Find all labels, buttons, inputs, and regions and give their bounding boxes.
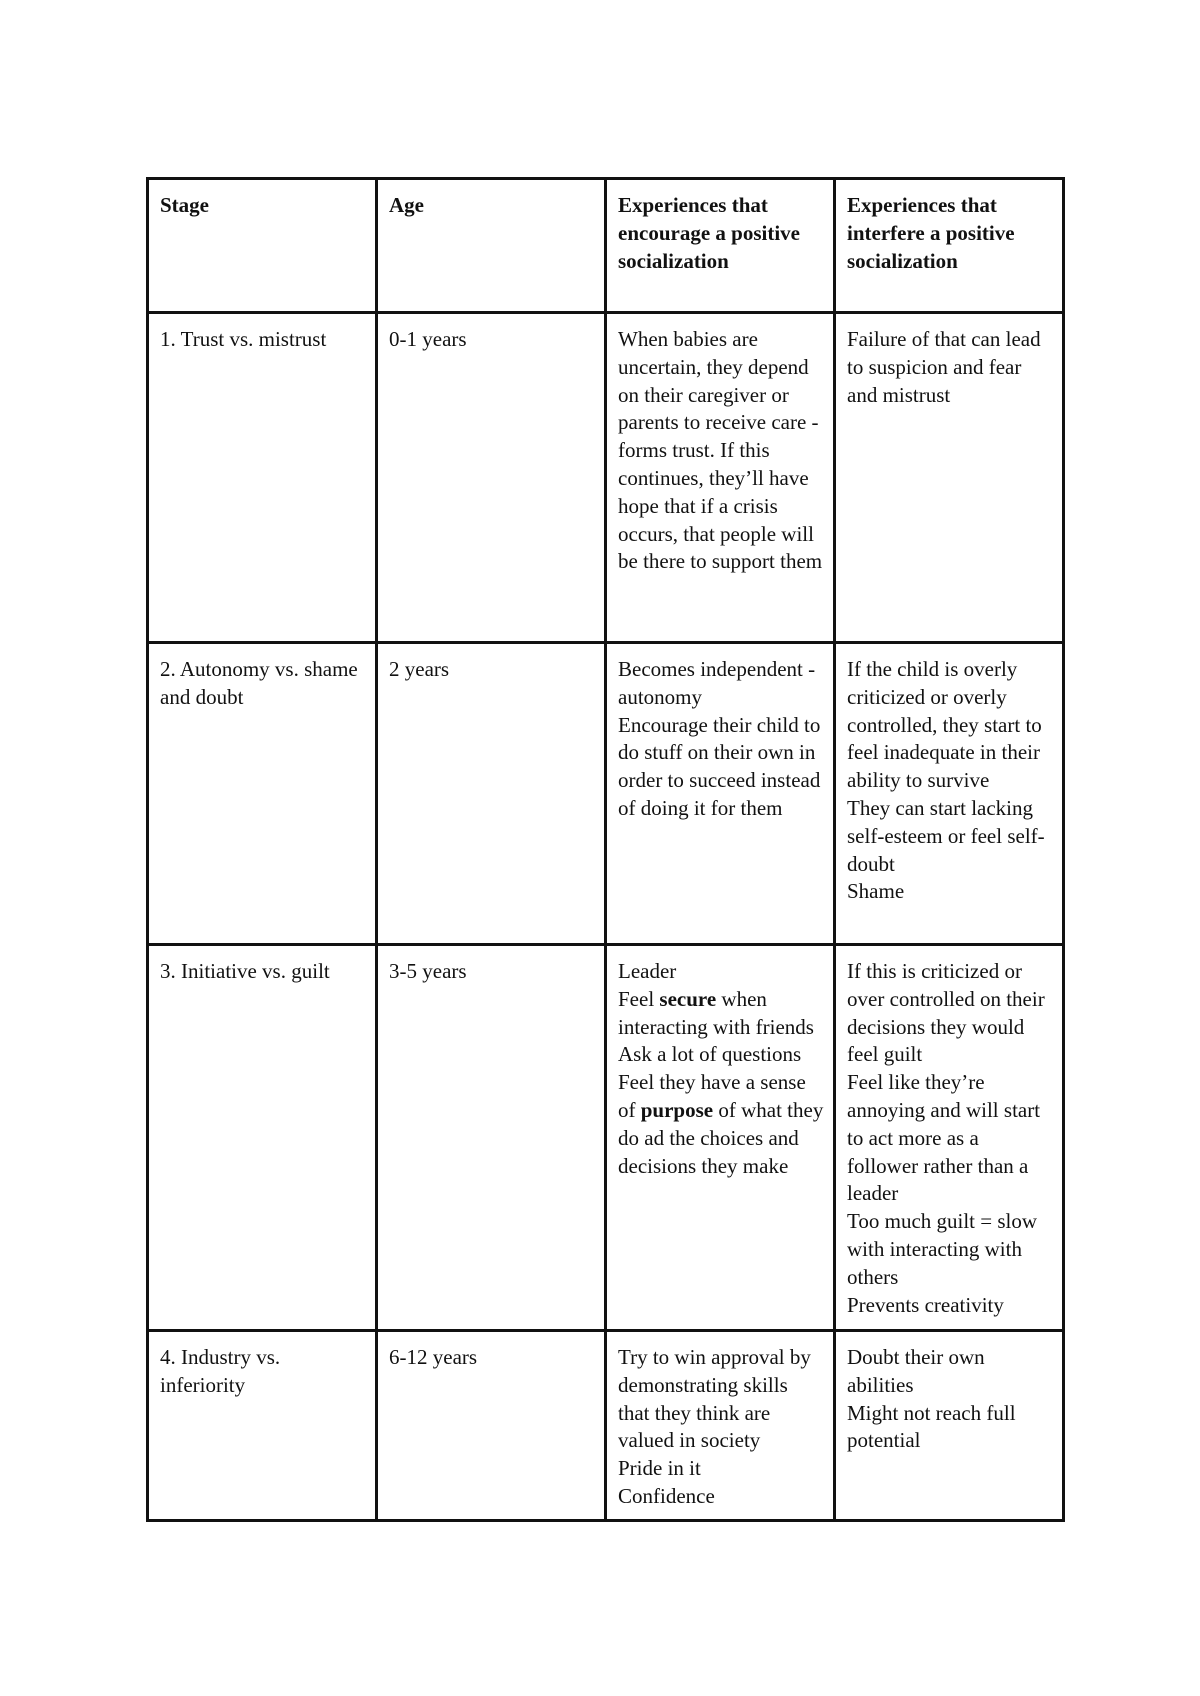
header-encourage: Experiences that encourage a positive socialization bbox=[606, 179, 835, 313]
table-row bbox=[148, 313, 1064, 643]
cell-line bbox=[847, 1069, 1053, 1208]
cell-text: When babies are uncertain, they depend on their caregiver or parents to receive care - forms trust. If this continues, they’ll have hope that if a crisis occurs, that people will be there to support them bbox=[618, 327, 824, 574]
cell-text: Becomes independent - autonomy bbox=[618, 657, 821, 709]
erikson-stages-table bbox=[146, 177, 1065, 1522]
interfere-cell bbox=[835, 643, 1064, 945]
cell-text: of what they do ad the choices and decisions they make bbox=[618, 1097, 829, 1178]
cell-text: Feel like they’re annoying and will start to act more as a follower rather than a leader bbox=[847, 1070, 1046, 1206]
cell-text: Pride in it bbox=[618, 1456, 701, 1481]
age-cell: 6-12 years bbox=[377, 1331, 606, 1521]
encourage-cell bbox=[606, 1331, 835, 1521]
cell-line bbox=[618, 986, 824, 1042]
cell-line bbox=[618, 1041, 824, 1069]
interfere-cell bbox=[835, 945, 1064, 1331]
emphasis-text: purpose bbox=[640, 1097, 714, 1122]
cell-text: Might not reach full potential bbox=[847, 1400, 1021, 1453]
cell-text: Ask a lot of questions bbox=[618, 1042, 802, 1067]
header-stage: Stage bbox=[148, 179, 377, 313]
interfere-cell bbox=[835, 313, 1064, 643]
cell-text: If this is criticized or over controlled on their decisions they would feel guilt bbox=[847, 959, 1050, 1067]
cell-line bbox=[847, 878, 1053, 906]
cell-text: Confidence bbox=[618, 1483, 715, 1508]
cell-text: If the child is overly criticized or overly controlled, they start to feel inadequate in their ability to survive bbox=[847, 657, 1048, 793]
table-row bbox=[148, 1331, 1064, 1521]
cell-text: Feel bbox=[618, 986, 660, 1011]
cell-line bbox=[847, 1292, 1053, 1320]
stage-cell: 3. Initiative vs. guilt bbox=[148, 945, 377, 1331]
encourage-cell bbox=[606, 945, 835, 1331]
header-row bbox=[148, 179, 1064, 313]
stage-cell: 4. Industry vs. inferiority bbox=[148, 1331, 377, 1521]
cell-text: Feel they have a sense of bbox=[618, 1070, 812, 1122]
table-row bbox=[148, 945, 1064, 1331]
cell-line bbox=[847, 1400, 1053, 1456]
cell-text: Shame bbox=[847, 879, 905, 904]
cell-text: Encourage their child to do stuff on their own in order to succeed instead of doing it for them bbox=[618, 712, 826, 820]
cell-line bbox=[618, 326, 824, 576]
cell-text: Try to win approval by demonstrating skills that they think are valued in society bbox=[618, 1345, 817, 1453]
encourage-cell bbox=[606, 313, 835, 643]
age-cell: 2 years bbox=[377, 643, 606, 945]
table-row bbox=[148, 643, 1064, 945]
cell-line bbox=[847, 1208, 1053, 1291]
interfere-cell bbox=[835, 1331, 1064, 1521]
cell-text: Too much guilt = slow with interacting with others bbox=[847, 1209, 1043, 1289]
cell-line bbox=[618, 712, 824, 823]
stage-cell: 2. Autonomy vs. shame and doubt bbox=[148, 643, 377, 945]
stage-cell: 1. Trust vs. mistrust bbox=[148, 313, 377, 643]
age-cell: 3-5 years bbox=[377, 945, 606, 1331]
cell-line bbox=[618, 1344, 824, 1455]
cell-line bbox=[618, 656, 824, 712]
emphasis-text: secure bbox=[659, 986, 717, 1011]
cell-line bbox=[847, 795, 1053, 878]
cell-line bbox=[618, 1455, 824, 1483]
cell-line bbox=[847, 656, 1053, 795]
cell-text: Prevents creativity bbox=[847, 1292, 1004, 1317]
cell-text: Leader bbox=[618, 959, 677, 983]
encourage-cell bbox=[606, 643, 835, 945]
header-age: Age bbox=[377, 179, 606, 313]
cell-line bbox=[618, 958, 824, 986]
cell-text: Doubt their own abilities bbox=[847, 1345, 990, 1397]
cell-line bbox=[847, 326, 1053, 409]
cell-line bbox=[847, 1344, 1053, 1400]
age-cell: 0-1 years bbox=[377, 313, 606, 643]
cell-line bbox=[618, 1069, 829, 1180]
header-interfere: Experiences that interfere a positive socialization bbox=[835, 179, 1064, 313]
cell-text: They can start lacking self-esteem or feel self-doubt bbox=[847, 795, 1045, 876]
cell-line bbox=[847, 958, 1053, 1069]
cell-line bbox=[618, 1483, 824, 1511]
cell-text: when interacting with friends bbox=[618, 986, 814, 1039]
cell-text: Failure of that can lead to suspicion and fear and mistrust bbox=[847, 327, 1046, 407]
